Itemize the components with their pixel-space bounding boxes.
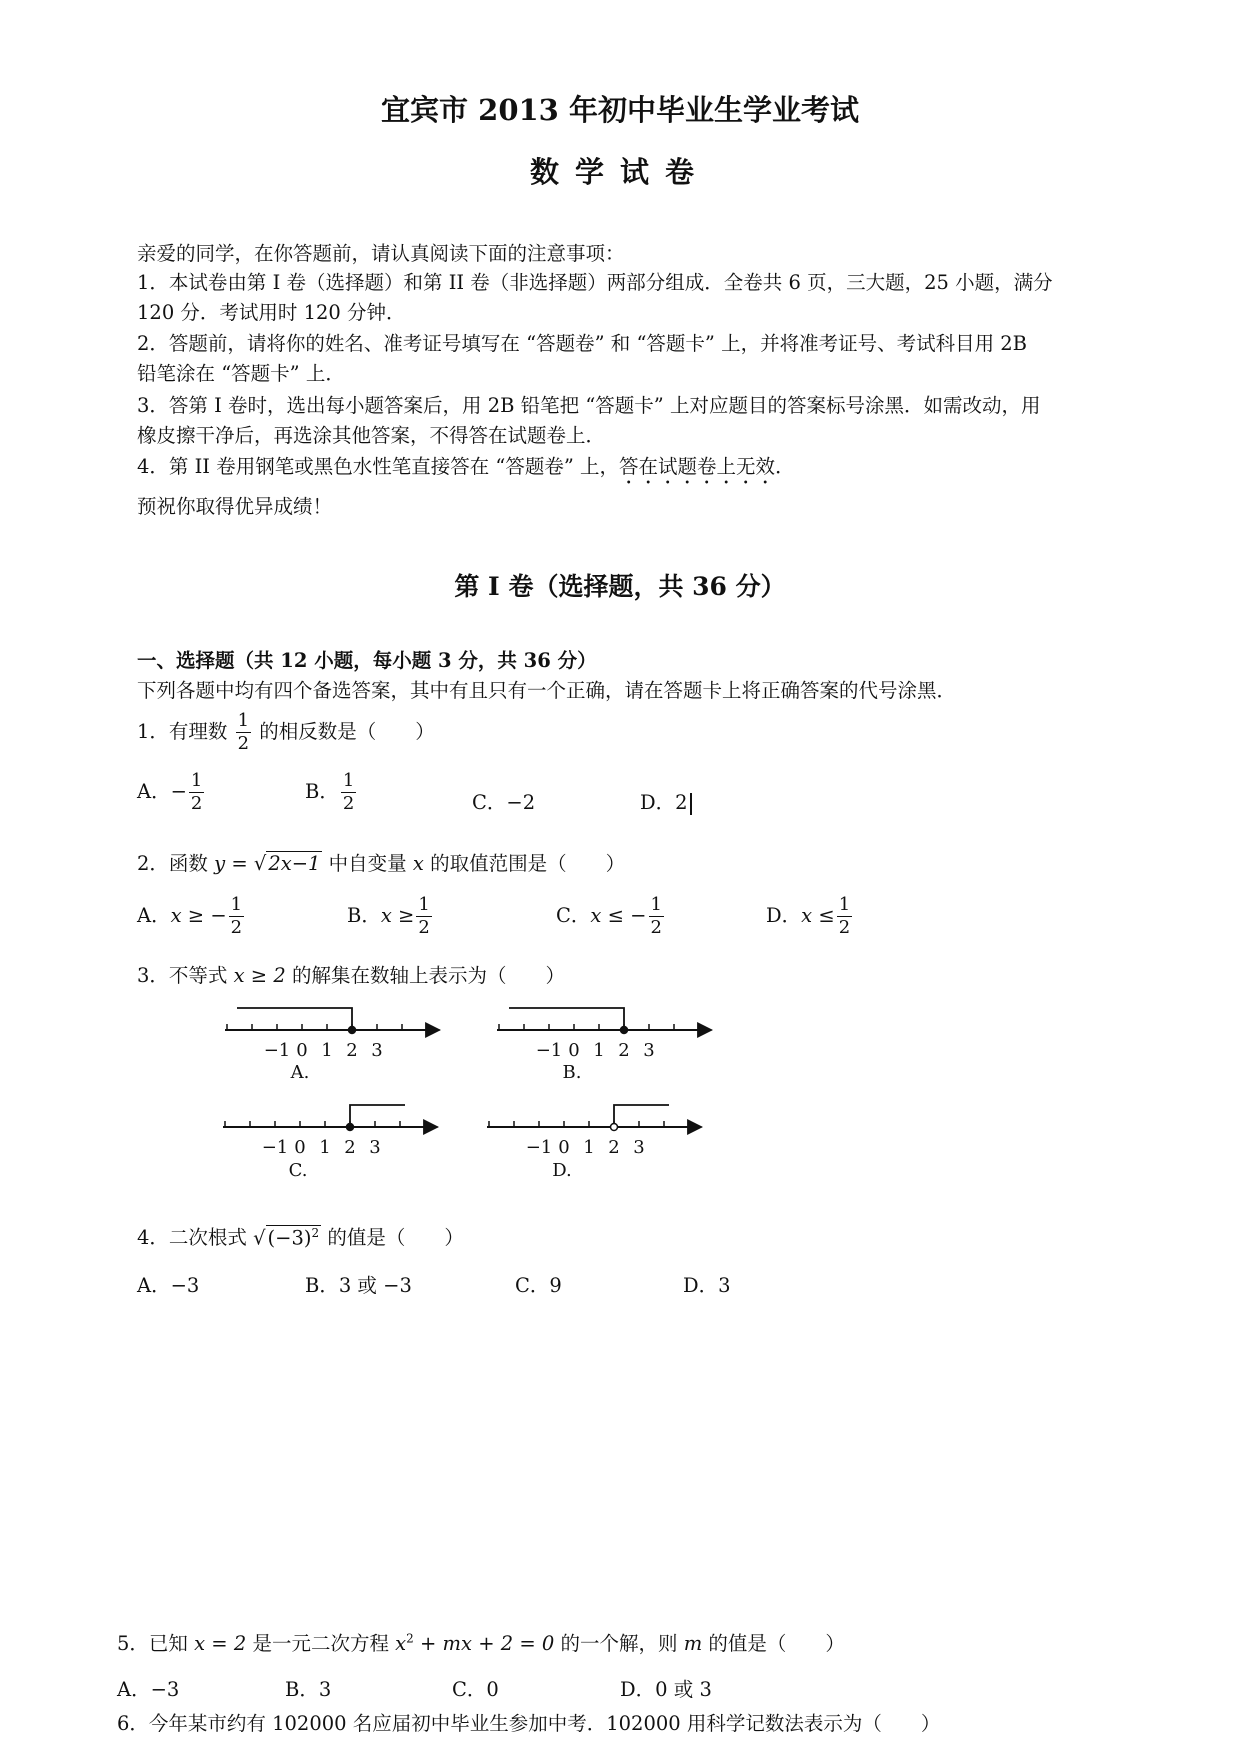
option-label: C. (288, 1160, 308, 1181)
q3-stem-pre: 3．不等式 (137, 964, 234, 987)
solution-bracket (237, 1008, 352, 1030)
notice-item1-line1: 1．本试卷由第 I 卷（选择题）和第 II 卷（非选择题）两部分组成．全卷共 6 页，三大题，25 小题，满分 (137, 271, 1053, 294)
q2-c-num: 1 (650, 894, 662, 915)
q2-b-num: 1 (418, 894, 430, 915)
q3-option-d (487, 1105, 702, 1181)
q4-option-b: B．3 或 −3 (305, 1274, 412, 1297)
q4-radicand-wrap (266, 1225, 322, 1250)
q1-a-label: A．− (137, 780, 187, 803)
q2-stem-pre: 2．函数 (137, 852, 215, 875)
tick-label: 3 (369, 1137, 381, 1158)
q2-d-rel: x ≤ (801, 904, 835, 927)
q5-eq-exp: 2 (406, 1631, 414, 1646)
tick-label: 2 (608, 1137, 620, 1158)
option-label: A. (290, 1062, 310, 1083)
tick-label: 2 (344, 1137, 356, 1158)
q2-c-label: C． (556, 904, 591, 927)
q4-option-a: A．−3 (137, 1274, 200, 1297)
q4-stem-post: 的值是（ ） (327, 1226, 464, 1249)
tick-label: 1 (593, 1040, 605, 1061)
notice-wish: 预祝你取得优异成绩！ (137, 495, 333, 518)
option-label: D. (552, 1160, 572, 1181)
notice-item3-line1: 3．答第 I 卷时，选出每小题答案后，用 2B 铅笔把 “答题卡” 上对应题目的答案标号涂黑．如需改动，用 (137, 394, 1041, 417)
section1-title: 第 I 卷（选择题，共 36 分） (454, 572, 786, 601)
tick-label: 0 (558, 1137, 570, 1158)
q3-stem-post: 的解集在数轴上表示为（ ） (285, 964, 565, 987)
tick-label: 3 (643, 1040, 655, 1061)
closed-endpoint (621, 1027, 628, 1034)
q4-radicand: (−3) (267, 1226, 312, 1249)
tick-label: −1 (261, 1137, 289, 1158)
q1-a-den: 2 (190, 793, 203, 814)
notice-item1-line2: 120 分．考试用时 120 分钟． (137, 301, 406, 324)
q1-d-text: D．2 (640, 791, 688, 814)
q5-option-c: C．0 (452, 1678, 499, 1701)
q2-c-den: 2 (650, 917, 662, 938)
notice-item2-line1: 2．答题前，请将你的姓名、准考证号填写在 “答题卷” 和 “答题卡” 上，并将准考证号、考试科目用 2B (137, 332, 1028, 355)
notice-item3-line2: 橡皮擦干净后，再选涂其他答案，不得答在试题卷上． (137, 424, 606, 447)
q4-option-c: C．9 (515, 1274, 562, 1297)
notice-item2-line2: 铅笔涂在 “答题卡” 上． (137, 362, 345, 385)
q2-y-eq: y = (214, 852, 248, 875)
q1-stem-pre: 1．有理数 (137, 720, 228, 743)
tick-label: 1 (321, 1040, 333, 1061)
tick-label: −1 (535, 1040, 563, 1061)
part1-instruction: 下列各题中均有四个备选答案，其中有且只有一个正确，请在答题卡上将正确答案的代号涂黑． (137, 679, 957, 702)
q5-eq-x: x (395, 1632, 407, 1655)
q5-stem (117, 1628, 845, 1656)
option-label: B. (562, 1062, 582, 1083)
q2-sqrt: √ 2x−1 (253, 852, 321, 875)
q2-c-rel: x ≤ − (590, 904, 647, 927)
q2-stem-post: 的取值范围是（ ） (423, 852, 626, 875)
notice-intro: 亲爱的同学，在你答题前，请认真阅读下面的注意事项： (137, 242, 625, 265)
q2-var: x (412, 852, 424, 875)
q5-stem-pre: 5．已知 (117, 1632, 195, 1655)
q4-option-d: D．3 (683, 1274, 731, 1297)
q3-ineq: x ≥ 2 (233, 964, 286, 987)
q1-stem-post: 的相反数是（ ） (259, 720, 435, 743)
q3-option-c (223, 1105, 438, 1181)
q2-a-num: 1 (230, 894, 243, 915)
exam-title: 宜宾市 2013 年初中毕业生学业考试 (381, 93, 859, 127)
closed-endpoint (347, 1124, 354, 1131)
part1-title: 一、选择题（共 12 小题，每小题 3 分，共 36 分） (137, 649, 597, 672)
q6-stem: 6．今年某市约有 102000 名应届初中毕业生参加中考．102000 用科学记数法表示为（ ） (117, 1712, 941, 1735)
q4-exp: 2 (311, 1225, 320, 1240)
q5-eq-rest: + mx + 2 = 0 (413, 1632, 555, 1655)
tick-label: 3 (371, 1040, 383, 1061)
q2-b-label: B． (347, 904, 381, 927)
q5-option-b: B．3 (285, 1678, 332, 1701)
open-endpoint (611, 1124, 618, 1131)
tick-label: 1 (583, 1137, 595, 1158)
tick-label: 0 (296, 1040, 308, 1061)
q2-stem-mid: 中自变量 (322, 852, 413, 875)
q1-b-label: B． (305, 780, 339, 803)
closed-endpoint (349, 1027, 356, 1034)
q5-stem-mid: 是一元二次方程 (246, 1632, 396, 1655)
q2-b-rel: x ≥ (380, 904, 415, 927)
tick-label: 1 (319, 1137, 331, 1158)
q2-b-den: 2 (418, 917, 430, 938)
q5-option-a: A．−3 (117, 1678, 180, 1701)
q2-a-den: 2 (230, 917, 243, 938)
q2-a-label: A． (137, 904, 171, 927)
q4-stem (137, 1222, 464, 1250)
q4-stem-pre: 4．二次根式 (137, 1226, 254, 1249)
tick-label: 0 (568, 1040, 580, 1061)
q3-option-a (225, 1008, 440, 1083)
q2-d-label: D． (766, 904, 802, 927)
tick-label: 3 (633, 1137, 645, 1158)
q5-stem-post: 的值是（ ） (702, 1632, 845, 1655)
solution-bracket (614, 1105, 669, 1127)
q1-option-c: C．−2 (472, 791, 536, 814)
notice-item4-post: ． (775, 455, 795, 478)
q1-b-num: 1 (342, 770, 355, 791)
q1-b-den: 2 (342, 793, 355, 814)
tick-label: 2 (618, 1040, 630, 1061)
tick-label: 0 (294, 1137, 306, 1158)
q5-stem-mid2: 的一个解，则 (554, 1632, 684, 1655)
tick-label: −1 (263, 1040, 291, 1061)
notice-item4-pre: 4．第 II 卷用钢笔或黑色水性笔直接答在 “答题卷” 上， (137, 455, 620, 478)
notice-item4-emphasis: 答在试题卷上无效 (619, 455, 776, 478)
tick-label: 2 (346, 1040, 358, 1061)
q1-frac-den: 2 (237, 733, 250, 754)
q2-d-num: 1 (838, 894, 851, 915)
q5-cond: x = 2 (194, 1632, 247, 1655)
tick-label: −1 (525, 1137, 553, 1158)
exam-subtitle: 数学试卷 (529, 155, 710, 189)
q2-d-den: 2 (838, 917, 851, 938)
q2-radicand: 2x−1 (268, 852, 321, 875)
q1-frac-num: 1 (237, 710, 250, 731)
q4-sqrt: √ $(-3)^2$ (253, 1225, 320, 1249)
q2-a-rel: x ≥ − (170, 904, 227, 927)
solution-bracket (350, 1105, 405, 1127)
q5-var: m (683, 1632, 703, 1655)
q1-a-num: 1 (190, 770, 203, 791)
solution-bracket (509, 1008, 624, 1030)
q3-option-b (497, 1008, 712, 1083)
q5-option-d: D．0 或 3 (620, 1678, 712, 1701)
